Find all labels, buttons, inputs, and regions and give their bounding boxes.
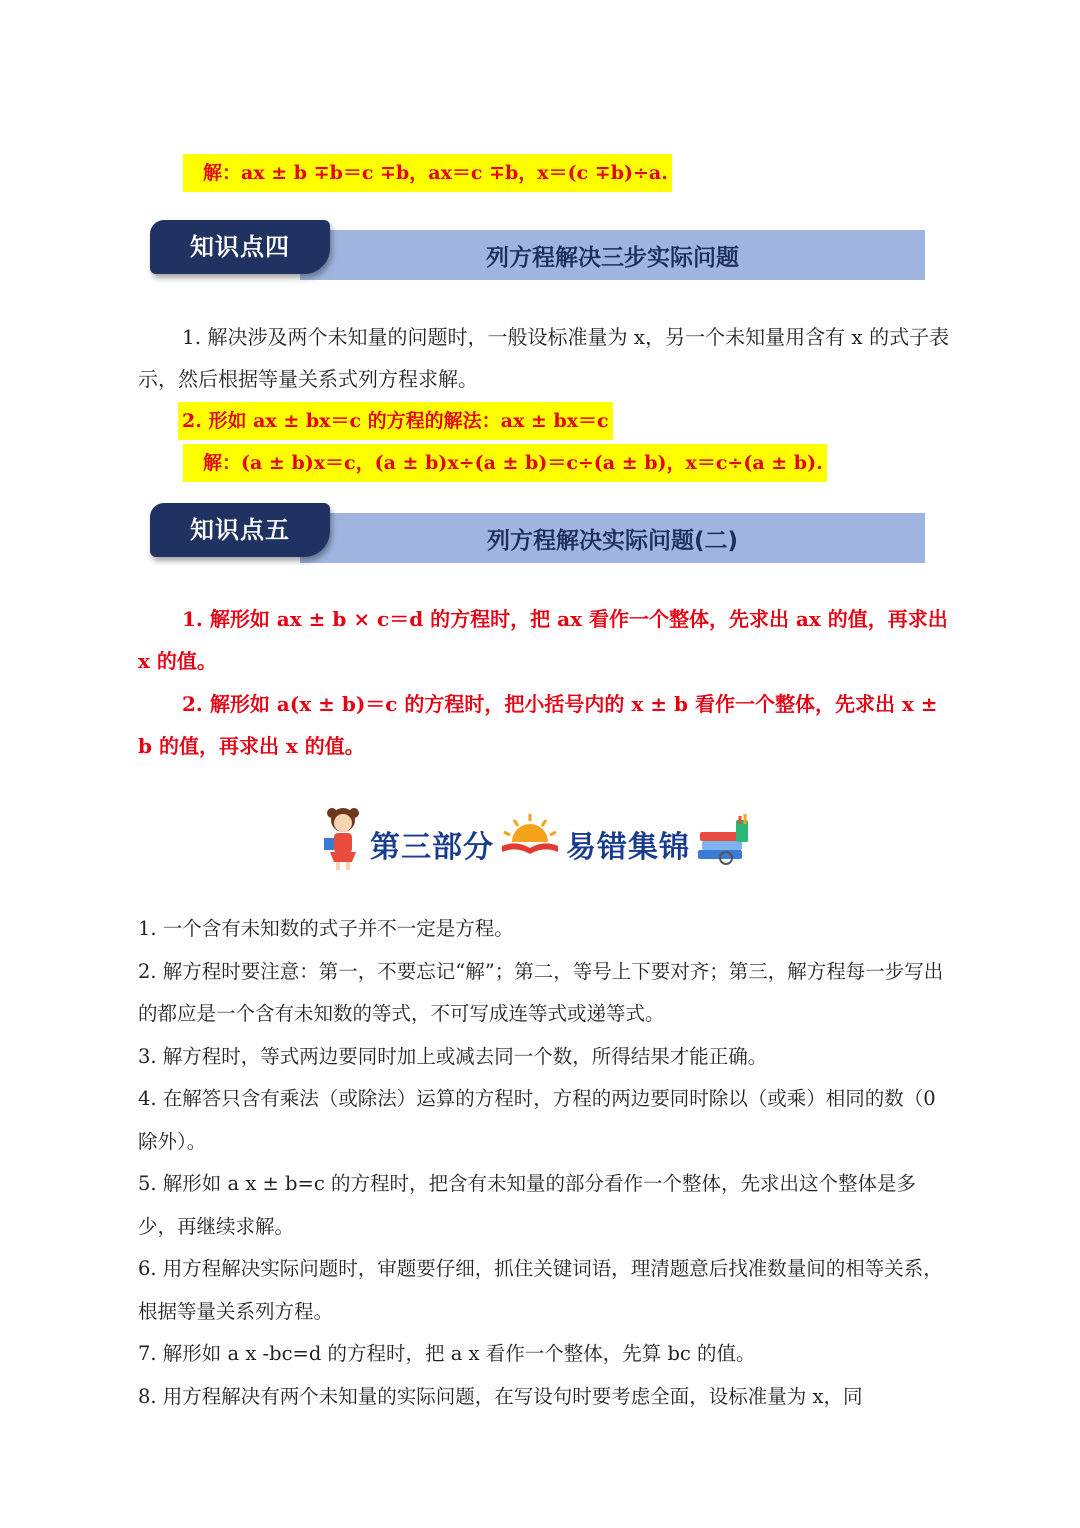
mistake-item-6: 6. 用方程解决实际问题时，审题要仔细，抓住关键词语，理清题意后找准数量间的相等关系，根据等量关系列方程。	[138, 1257, 943, 1323]
section-5-header	[150, 503, 925, 573]
section-4-solution: 解：(a ± b)x＝c，(a ± b)x÷(a ± b)＝c÷(a ± b)，x＝c÷(a ± b).	[203, 452, 823, 474]
top-solution-highlight	[183, 154, 672, 192]
books-stack-icon	[696, 814, 752, 866]
section-4-tag	[150, 220, 330, 274]
top-solution: 解：ax ± b ∓b＝c ∓b，ax＝c ∓b，x＝(c ∓b)÷a.	[203, 162, 668, 184]
section-4-header	[150, 220, 925, 290]
mistake-item-3: 3. 解方程时，等式两边要同时加上或减去同一个数，所得结果才能正确。	[138, 1044, 768, 1068]
mistakes-list	[138, 908, 953, 1418]
part-3-subtitle: 易错集锦	[566, 830, 690, 865]
section-4-title: 列方程解决三步实际问题	[486, 245, 739, 271]
section-4-solution-highlight	[183, 444, 827, 482]
section-5-title: 列方程解决实际问题(二)	[486, 528, 739, 554]
part-3-banner	[320, 800, 760, 880]
section-5-tag-label: 知识点五	[190, 516, 290, 544]
section-5-item-2: 2. 解形如 a(x ± b)＝c 的方程时，把小括号内的 x ± b 看作一个整体，先求出 x ± b 的值，再求出 x 的值。	[138, 692, 938, 758]
sunrise-book-icon	[500, 812, 560, 858]
section-4-item-2: 2. 形如 ax ± bx＝c 的方程的解法：ax ± bx＝c	[182, 410, 609, 432]
part-3-title: 第三部分	[370, 830, 494, 865]
girl-reading-icon	[320, 804, 366, 872]
section-4-item-1: 1. 解决涉及两个未知量的问题时，一般设标准量为 x，另一个未知量用含有 x 的式子表示，然后根据等量关系式列方程求解。	[138, 325, 950, 391]
section-4-item-2-highlight	[178, 402, 613, 440]
mistake-item-2: 2. 解方程时要注意：第一，不要忘记“解”；第二，等号上下要对齐；第三，解方程每一步写出的都应是一个含有未知数的等式，不可写成连等式或递等式。	[138, 959, 944, 1025]
mistake-item-7: 7. 解形如 a x -bc=d 的方程时，把 a x 看作一个整体，先算 bc 的值。	[138, 1342, 756, 1365]
mistake-item-1: 1. 一个含有未知数的式子并不一定是方程。	[138, 917, 514, 940]
mistake-item-5: 5. 解形如 a x ± b=c 的方程时，把含有未知量的部分看作一个整体，先求出这个整体是多少，再继续求解。	[138, 1172, 917, 1238]
section-5-item-1: 1. 解形如 ax ± b × c＝d 的方程时，把 ax 看作一个整体，先求出 ax 的值，再求出 x 的值。	[138, 607, 948, 673]
section-4-title-bar	[300, 230, 925, 280]
section-5-tag	[150, 503, 330, 557]
mistake-item-8: 8. 用方程解决有两个未知量的实际问题，在写设句时要考虑全面，设标准量为 x，同	[138, 1384, 863, 1408]
mistake-item-4: 4. 在解答只含有乘法（或除法）运算的方程时，方程的两边要同时除以（或乘）相同的数（0 除外）。	[138, 1087, 936, 1153]
section-4-tag-label: 知识点四	[190, 233, 290, 261]
section-5-title-bar	[300, 513, 925, 563]
